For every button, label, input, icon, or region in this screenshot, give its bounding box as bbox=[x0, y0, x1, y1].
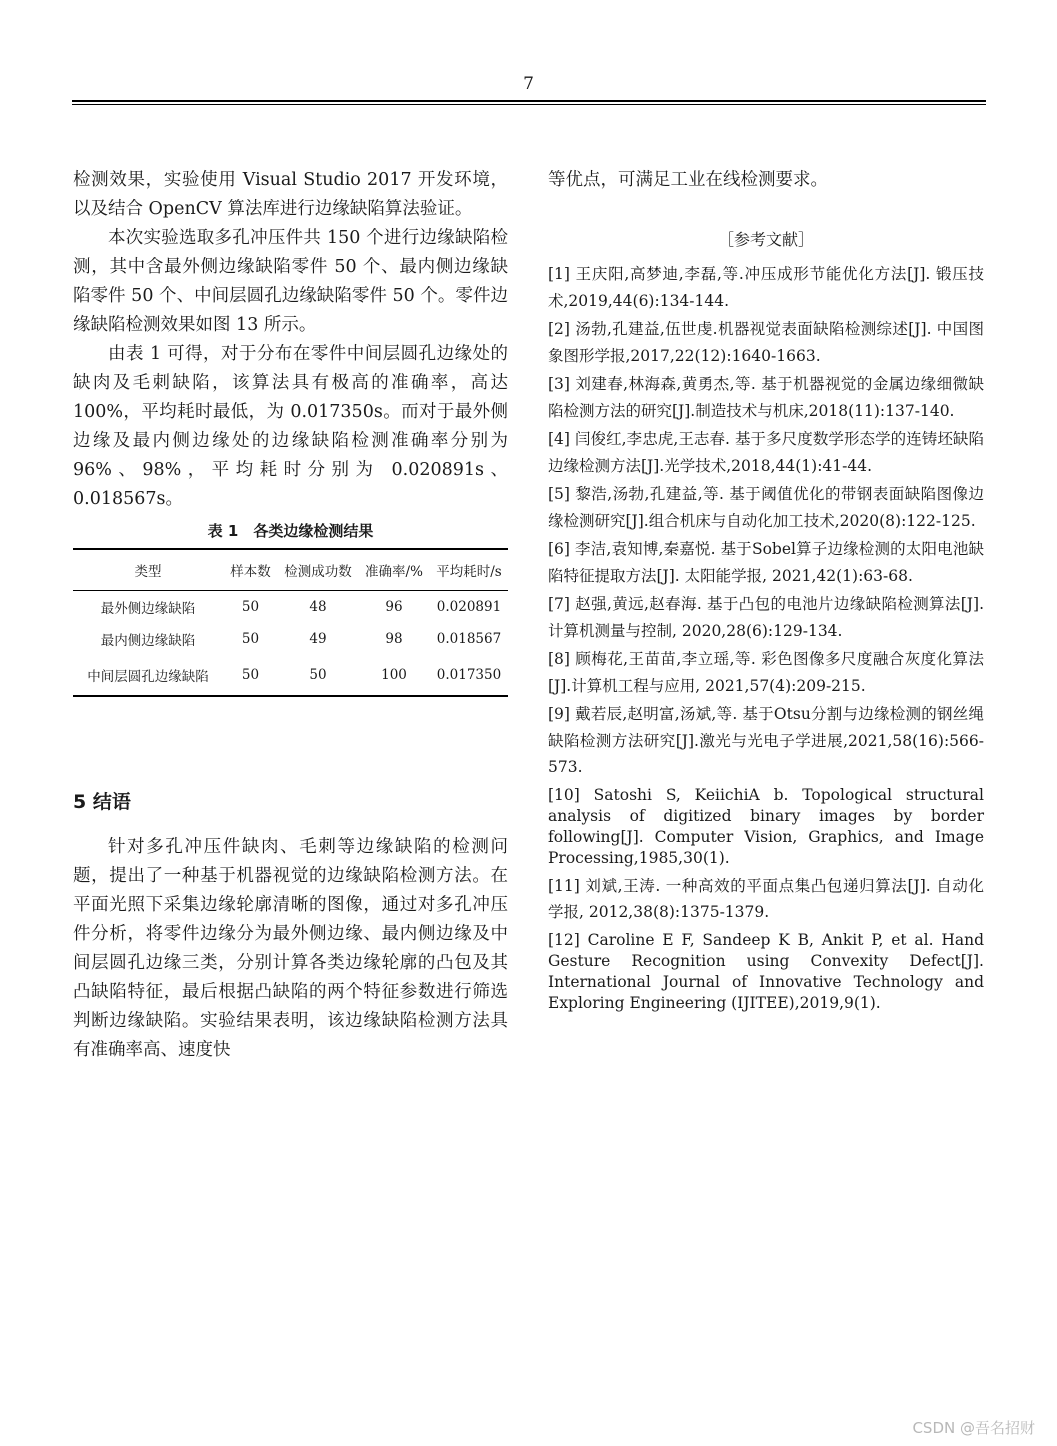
cell-success: 50 bbox=[309, 667, 327, 683]
cell-accuracy: 96 bbox=[385, 599, 403, 615]
right-column bbox=[548, 166, 984, 1018]
cell-type: 最外侧边缘缺陷 bbox=[100, 601, 196, 617]
page-number: 7 bbox=[523, 74, 534, 94]
watermark: CSDN @吾名招财 bbox=[912, 1419, 1035, 1437]
table-row bbox=[73, 655, 508, 696]
reference-item: [12] Caroline E F, Sandeep K B, Ankit P, et al. Hand Gesture Recognition using Convexity Defect[J]. International Journal of Innovative Technology and Exploring Engineering (IJITEE),2019,9(1). bbox=[548, 930, 984, 1012]
reference-item: [4] 闫俊红,李忠虎,王志春. 基于多尺度数学形态学的连铸坯缺陷边缘检测方法[J].光学技术,2018,44(1):41-44. bbox=[548, 430, 984, 475]
cell-success: 48 bbox=[309, 599, 327, 615]
table-header-row bbox=[73, 549, 508, 591]
reference-item: [6] 李洁,袁知博,秦嘉悦. 基于Sobel算子边缘检测的太阳电池缺陷特征提取方法[J]. 太阳能学报, 2021,42(1):63-68. bbox=[548, 540, 984, 585]
reference-item: [10] Satoshi S, KeiichiA b. Topological structural analysis of digitized binary images by border following[J]. Computer Vision, Graphics, and Image Processing,1985,30(1). bbox=[548, 785, 984, 867]
reference-item: [3] 刘建春,林海森,黄勇杰,等. 基于机器视觉的金属边缘细微缺陷检测方法的研究[J].制造技术与机床,2018(11):137-140. bbox=[548, 375, 984, 420]
left-column bbox=[73, 166, 508, 1065]
paragraph-continuation-right: 等优点，可满足工业在线检测要求。 bbox=[548, 170, 828, 190]
cell-samples: 50 bbox=[241, 599, 260, 615]
cell-time: 0.020891 bbox=[436, 599, 502, 615]
header-time: 平均耗时/s bbox=[436, 564, 502, 580]
cell-samples: 50 bbox=[241, 667, 260, 683]
header-accuracy: 准确率/% bbox=[365, 564, 423, 580]
header-type: 类型 bbox=[134, 564, 162, 580]
reference-item: [9] 戴若辰,赵明富,汤斌,等. 基于Otsu分割与边缘检测的钢丝绳缺陷检测方法研究[J].激光与光电子学进展,2021,58(16):566-573. bbox=[548, 705, 984, 776]
paragraph-experiment: 本次实验选取多孔冲压件共 150 个进行边缘缺陷检测，其中含最外侧边缘缺陷零件 50 个、最内侧边缘缺陷零件 50 个、中间层圆孔边缘缺陷零件 50 个。零件边缘缺陷检测效果如图 13 所示。 bbox=[73, 228, 508, 335]
results-table bbox=[73, 548, 508, 697]
table-caption: 表 1 各类边缘检测结果 bbox=[207, 522, 374, 540]
cell-type: 最内侧边缘缺陷 bbox=[100, 633, 196, 649]
cell-success: 49 bbox=[309, 631, 327, 647]
references-list bbox=[548, 261, 984, 1014]
section-body: 针对多孔冲压件缺肉、毛刺等边缘缺陷的检测问题，提出了一种基于机器视觉的边缘缺陷检测方法。在平面光照下采集边缘轮廓清晰的图像，通过对多孔冲压件分析，将零件边缘分为最外侧边缘、最内侧边缘及中间层圆孔边缘三类，分别计算各类边缘轮廓的凸包及其凸缺陷特征，最后根据凸缺陷的两个特征参数进行筛选判断边缘缺陷。实验结果表明，该边缘缺陷检测方法具有准确率高、速度快 bbox=[73, 837, 508, 1060]
reference-item: [1] 王庆阳,高梦迪,李磊,等.冲压成形节能优化方法[J]. 锻压技术,2019,44(6):134-144. bbox=[548, 265, 984, 310]
cell-time: 0.017350 bbox=[436, 667, 502, 683]
cell-accuracy: 100 bbox=[381, 667, 407, 683]
reference-item: [2] 汤勃,孔建益,伍世虔.机器视觉表面缺陷检测综述[J]. 中国图象图形学报,2017,22(12):1640-1663. bbox=[548, 320, 984, 365]
section-title: 5 结语 bbox=[73, 791, 131, 813]
reference-item: [5] 黎浩,汤勃,孔建益,等. 基于阈值优化的带钢表面缺陷图像边缘检测研究[J].组合机床与自动化加工技术,2020(8):122-125. bbox=[548, 485, 984, 530]
cell-type: 中间层圆孔边缘缺陷 bbox=[87, 669, 209, 685]
reference-item: [11] 刘斌,王涛. 一种高效的平面点集凸包递归算法[J]. 自动化学报, 2012,38(8):1375-1379. bbox=[548, 876, 984, 921]
header-rule-thick bbox=[72, 100, 986, 102]
header-success: 检测成功数 bbox=[284, 564, 352, 580]
cell-samples: 50 bbox=[241, 631, 260, 647]
table-row bbox=[73, 591, 508, 624]
paragraph-results: 由表 1 可得，对于分布在零件中间层圆孔边缘处的缺肉及毛刺缺陷，该算法具有极高的准确率，高达 100%，平均耗时最低，为 0.017350s。而对于最外侧边缘及最内侧边缘处的边缘缺陷检测准确率分别为 96%、98%，平均耗时分别为 0.020891s、0.018567s。 bbox=[73, 344, 508, 509]
header-samples: 样本数 bbox=[230, 564, 271, 580]
cell-accuracy: 98 bbox=[385, 631, 403, 647]
header-rule-thin bbox=[72, 104, 986, 105]
paragraph-continuation: 检测效果，实验使用 Visual Studio 2017 开发环境，以及结合 OpenCV 算法库进行边缘缺陷算法验证。 bbox=[73, 170, 508, 219]
references-title: ［参考文献］ bbox=[717, 230, 814, 249]
table-row bbox=[73, 623, 508, 655]
cell-time: 0.018567 bbox=[436, 631, 502, 647]
reference-item: [7] 赵强,黄远,赵春海. 基于凸包的电池片边缘缺陷检测算法[J].计算机测量与控制, 2020,28(6):129-134. bbox=[548, 595, 984, 640]
reference-item: [8] 顾梅花,王苗苗,李立瑶,等. 彩色图像多尺度融合灰度化算法[J].计算机工程与应用, 2021,57(4):209-215. bbox=[548, 650, 984, 695]
